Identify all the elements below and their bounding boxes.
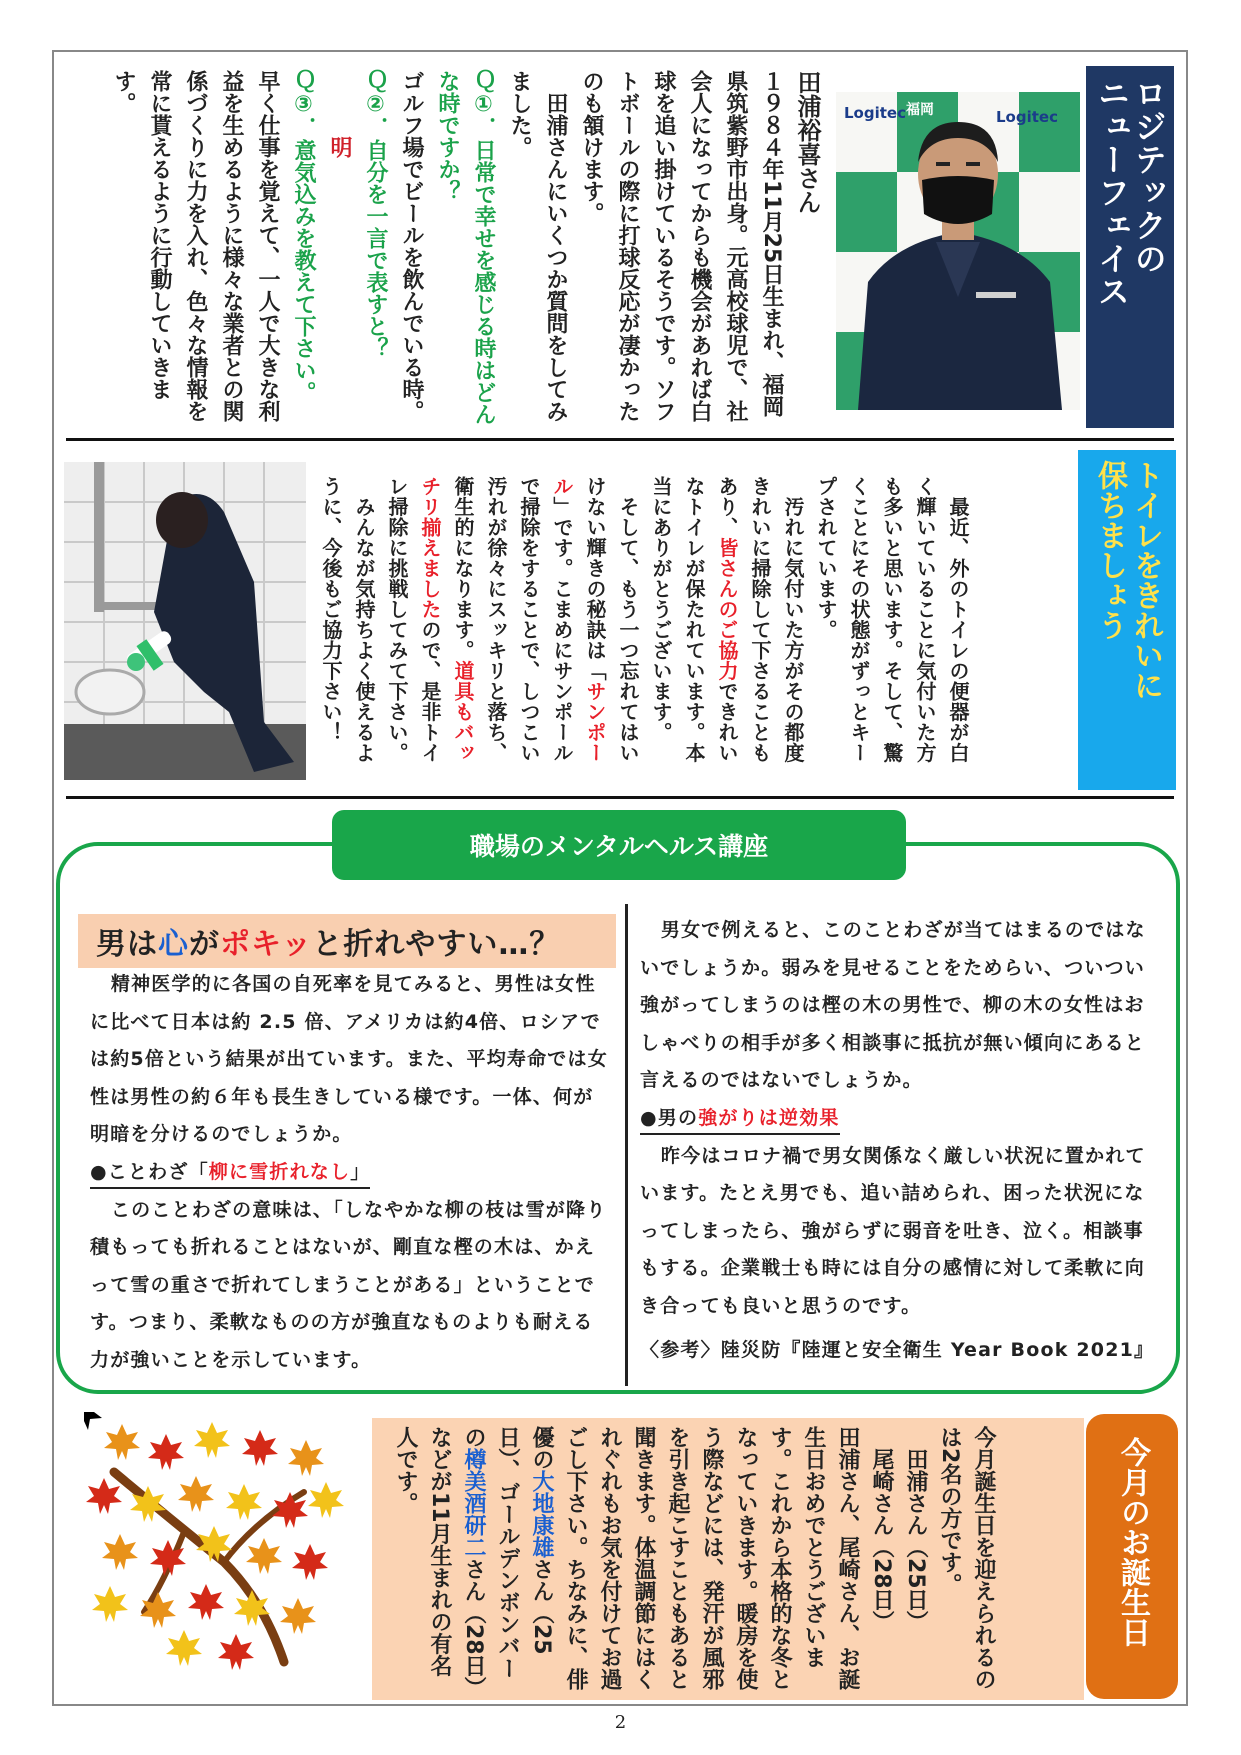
- mental-left-p2: このことわざの意味は、「しなやかな柳の枝は雪が降り積もっても折れることはないが、剛直な樫の木は、かえって雪の重さで折れてしまうことがある」ということです。つまり、柔軟なものの方が強直なものよりも耐える力が強いことを示しています。: [90, 1198, 607, 1371]
- toilet-p2b: 皆さんのご協力: [715, 537, 739, 681]
- toilet-p2a: 汚れに気付いた方がその都度きれいに掃除して下さることもあり、: [715, 476, 805, 763]
- newface-q2: Ｑ②．自分を一言で表すと？: [363, 70, 388, 359]
- divider-2: [66, 796, 1174, 799]
- toilet-p3e: ので、是非トイレ掃除に挑戦してみて下さい。: [385, 476, 442, 763]
- newface-photo: [836, 92, 1080, 410]
- newface-a2: 明: [327, 136, 352, 158]
- mental-right-p2: 昨今はコロナ禍で男女関係なく厳しい状況に置かれています。たとえ男でも、追い詰められ、困った状況になってしまったら、強がらずに弱音を吐き、泣く。相談事もする。企業戦士も時には自分の感情に対して柔軟に向き合っても良いと思うのです。: [640, 1144, 1146, 1317]
- heading-part-c: が: [189, 927, 220, 962]
- heading-part-d: ポキッ: [220, 927, 313, 962]
- toilet-photo: [64, 462, 306, 780]
- newface-text: [105, 70, 821, 430]
- sub2-b: 強がりは逆効果: [698, 1106, 840, 1129]
- photo-sign-1: Logitec: [844, 104, 906, 122]
- newface-title-box: [1086, 66, 1174, 428]
- heading-part-b: 心: [158, 927, 189, 962]
- birthday-n1: 田浦さん（25日）: [903, 1448, 928, 1633]
- newface-a3: 早く仕事を覚えて、一人で大きな利益を生めるように様々な業者との関係づくりに力を入れ、色々な情報を常に貰えるように行動していきます。: [111, 70, 280, 422]
- newface-q1: Ｑ①．日常で幸せを感じる時はどんな時ですか？: [435, 70, 496, 425]
- birthday-title: 今月のお誕生日: [1115, 1436, 1150, 1647]
- sub1-b: 柳に雪折れなし: [208, 1160, 351, 1183]
- autumn-leaves-illustration: [84, 1412, 346, 1680]
- mental-health-tab: 職場のメンタルヘルス講座: [332, 810, 906, 880]
- birthday-celebrity-1: 大地康雄: [529, 1470, 554, 1558]
- page-number: 2: [614, 1712, 627, 1733]
- photo-sign-3: Logitec: [996, 108, 1058, 126]
- newface-title-line1: ロジテックの: [1129, 77, 1168, 275]
- mental-subheading-2: [640, 1103, 840, 1135]
- birthday-title-box: [1086, 1414, 1178, 1699]
- newface-title-line2: ニューフェイス: [1093, 77, 1131, 308]
- mental-left-p1: 精神医学的に各国の自死率を見てみると、男性は女性に比べて日本は約 2.5 倍、アメリカは約4倍、ロシアでは約5倍という結果が出ています。また、平均寿命では女性は男性の約６年も長生きしている様です。一体、何が明暗を分けるのでしょうか。: [90, 973, 608, 1146]
- birthday-p1: 今月誕生日を迎えられるのは2名の方です。: [937, 1426, 996, 1690]
- toilet-title-line1: トイレをきれいに: [1128, 460, 1163, 700]
- sub1-c: 」: [350, 1160, 371, 1183]
- mental-health-heading: [78, 914, 616, 968]
- toilet-title-line2: 保ちましょう: [1092, 460, 1127, 640]
- heading-part-a: 男は: [96, 927, 158, 962]
- mental-reference: 〈参考〉陸災防『陸運と安全衛生 Year Book 2021』: [640, 1338, 1155, 1361]
- toilet-title-box: [1078, 450, 1176, 790]
- mental-subheading-1: [90, 1157, 370, 1189]
- mental-health-divider: [625, 904, 628, 1386]
- sub2-a: ●男の: [640, 1106, 699, 1129]
- mental-health-left-column: [90, 966, 610, 1380]
- newface-para2: 田浦さんにいくつか質問をしてみました。: [507, 70, 568, 422]
- toilet-p2c: できれいなトイレが保たれています。本当にありがとうございます。: [649, 476, 739, 763]
- toilet-p3d: 道具もバッチリ揃えました: [418, 476, 475, 763]
- photo-sign-2: 福岡: [906, 102, 934, 118]
- newface-q3: Ｑ③．意気込みを教えて下さい。: [291, 70, 316, 403]
- divider-1: [66, 438, 1174, 441]
- birthday-p2-end: さん（28日）などが11月生まれの有名人です。: [393, 1426, 486, 1688]
- birthday-p2-mid: さん（25日）、ゴールデンボンバーの: [461, 1426, 554, 1679]
- toilet-p1: 最近、外のトイレの便器が白く輝いていることに気付いた方も多いと思います。そして、驚くことにその状態がずっとキープされています。: [814, 476, 970, 763]
- newface-name: 田浦裕喜さん: [793, 70, 821, 214]
- newface-para1: １９８４年11月25日生まれ、福岡県筑紫野市出身。元高校球児で、社会人になってからも機会があれば白球を追い掛けているそうです。ソフトボールの際に打球反応が凄かったのも頷けます。: [579, 70, 784, 422]
- birthday-celebrity-2: 樽美酒研二: [461, 1448, 486, 1558]
- toilet-p4: みんなが気持ちよく使えるように、今後もご協力下さい！: [319, 476, 376, 763]
- birthday-p2: 田浦さん、尾崎さん、お誕生日おめでとうございます。これから本格的な冬となっていきます。暖房を使う際などには、発汗が風邪を引き起こすこともあると聞きます。体温調節にはくれぐれもお気を付けてお過ごし下さい。ちなみに、俳優の: [529, 1426, 860, 1690]
- toilet-p3c: 」です。こまめにサンポールで掃除をすることで、しつこい汚れが徐々にスッキリと落ち、衛生的になります。: [451, 476, 574, 763]
- mental-right-p1: 男女で例えると、このことわざが当てはまるのではないでしょうか。弱みを見せることをためらい、ついつい強がってしまうのは樫の木の男性で、柳の木の女性はおしゃべりの相手が多く相談事に抵抗が無い傾向にあると言えるのではないでしょうか。: [640, 919, 1146, 1092]
- newface-a1: ゴルフ場でビールを飲んでいる時。: [399, 70, 424, 422]
- mental-health-right-column: [640, 912, 1160, 1369]
- sub1-a: ●ことわざ「: [90, 1160, 209, 1183]
- toilet-text: [314, 476, 1054, 776]
- birthday-n2: 尾崎さん（28日）: [869, 1448, 894, 1633]
- toilet-p3a: そして、もう一つ忘れてはいけない輝きの秘訣は「: [583, 476, 640, 763]
- birthday-text: [388, 1426, 1068, 1696]
- toilet-p3b: サンポール: [550, 476, 607, 763]
- heading-part-e: と折れやすい…？: [312, 927, 561, 962]
